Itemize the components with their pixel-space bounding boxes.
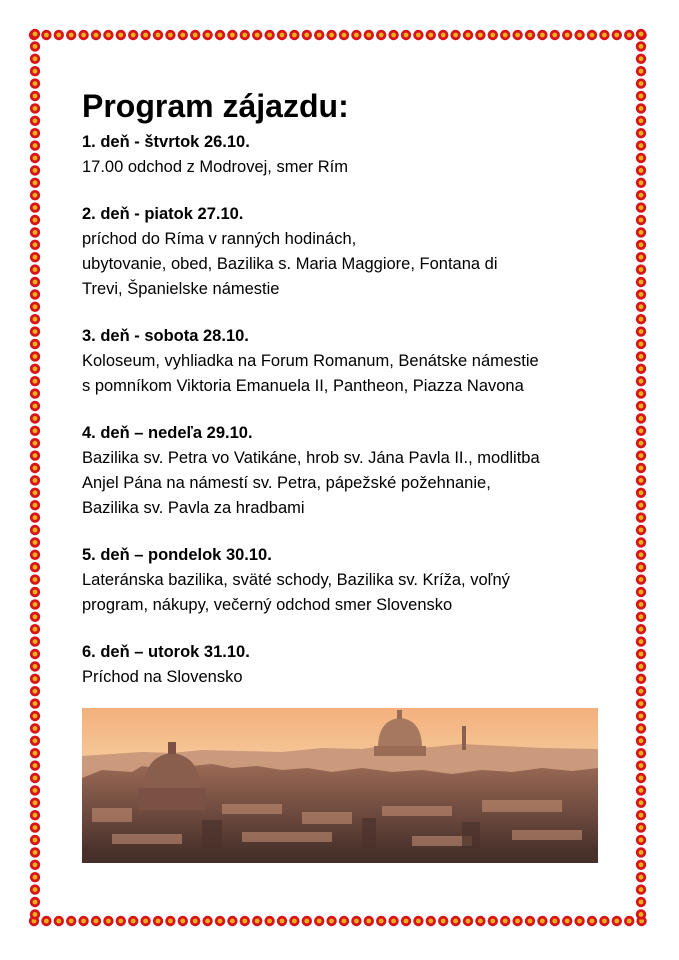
red-gold-flower-icon (30, 711, 40, 721)
red-gold-flower-icon (302, 916, 312, 926)
red-gold-flower-icon (30, 835, 40, 845)
day-line: Bazilika sv. Pavla za hradbami (82, 499, 305, 517)
red-gold-flower-icon (30, 550, 40, 560)
red-gold-flower-icon (426, 916, 436, 926)
day-line: Bazilika sv. Petra vo Vatikáne, hrob sv. Jána Pavla II., modlitba (82, 449, 540, 467)
red-gold-flower-icon (512, 30, 522, 40)
red-gold-flower-icon (30, 264, 40, 274)
red-gold-flower-icon (30, 736, 40, 746)
red-gold-flower-icon (636, 649, 646, 659)
red-gold-flower-icon (202, 916, 212, 926)
red-gold-flower-icon (636, 178, 646, 188)
red-gold-flower-icon (30, 413, 40, 423)
red-gold-flower-icon (165, 30, 175, 40)
red-gold-flower-icon (636, 54, 646, 64)
red-gold-flower-icon (438, 30, 448, 40)
red-gold-flower-icon (116, 916, 126, 926)
red-gold-flower-icon (636, 500, 646, 510)
red-gold-flower-icon (30, 54, 40, 64)
red-gold-flower-icon (599, 30, 609, 40)
red-gold-flower-icon (636, 128, 646, 138)
red-gold-flower-icon (30, 636, 40, 646)
red-gold-flower-icon (30, 277, 40, 287)
red-gold-flower-icon (636, 512, 646, 522)
red-gold-flower-icon (30, 897, 40, 907)
red-gold-flower-icon (30, 215, 40, 225)
red-gold-flower-icon (636, 339, 646, 349)
red-gold-flower-icon (30, 314, 40, 324)
red-gold-flower-icon (413, 916, 423, 926)
red-gold-flower-icon (599, 916, 609, 926)
red-gold-flower-icon (190, 916, 200, 926)
day-4 (82, 421, 612, 521)
red-gold-flower-icon (636, 488, 646, 498)
red-gold-flower-icon (30, 909, 40, 919)
red-gold-flower-icon (30, 847, 40, 857)
red-gold-flower-icon (636, 388, 646, 398)
red-gold-flower-icon (339, 30, 349, 40)
red-gold-flower-icon (636, 587, 646, 597)
red-gold-flower-icon (66, 30, 76, 40)
red-gold-flower-icon (289, 30, 299, 40)
red-gold-flower-icon (550, 916, 560, 926)
red-gold-flower-icon (364, 916, 374, 926)
red-gold-flower-icon (326, 916, 336, 926)
red-gold-flower-icon (30, 599, 40, 609)
red-gold-flower-icon (30, 289, 40, 299)
red-gold-flower-icon (103, 916, 113, 926)
red-gold-flower-icon (54, 916, 64, 926)
red-gold-flower-icon (413, 30, 423, 40)
red-gold-flower-icon (264, 30, 274, 40)
day-line: Trevi, Španielske námestie (82, 280, 280, 298)
red-gold-flower-icon (636, 736, 646, 746)
red-gold-flower-icon (30, 178, 40, 188)
red-gold-flower-icon (636, 525, 646, 535)
red-gold-flower-icon (30, 401, 40, 411)
red-gold-flower-icon (30, 674, 40, 684)
red-gold-flower-icon (202, 30, 212, 40)
red-gold-flower-icon (636, 78, 646, 88)
red-gold-flower-icon (215, 30, 225, 40)
red-gold-flower-icon (30, 773, 40, 783)
red-gold-flower-icon (30, 202, 40, 212)
red-gold-flower-icon (636, 810, 646, 820)
red-gold-flower-icon (30, 116, 40, 126)
red-gold-flower-icon (252, 30, 262, 40)
red-gold-flower-icon (30, 438, 40, 448)
red-gold-flower-icon (30, 748, 40, 758)
day-heading: 3. deň - sobota 28.10. (82, 327, 249, 345)
red-gold-flower-icon (30, 450, 40, 460)
red-gold-flower-icon (30, 190, 40, 200)
program-content (82, 86, 612, 696)
red-gold-flower-icon (636, 698, 646, 708)
red-gold-flower-icon (30, 698, 40, 708)
red-gold-flower-icon (30, 66, 40, 76)
red-gold-flower-icon (153, 916, 163, 926)
red-gold-flower-icon (636, 624, 646, 634)
red-gold-flower-icon (30, 785, 40, 795)
red-gold-flower-icon (636, 426, 646, 436)
red-gold-flower-icon (500, 916, 510, 926)
red-gold-flower-icon (636, 240, 646, 250)
red-gold-flower-icon (165, 916, 175, 926)
red-gold-flower-icon (140, 916, 150, 926)
red-gold-flower-icon (364, 30, 374, 40)
red-gold-flower-icon (636, 847, 646, 857)
red-gold-flower-icon (91, 916, 101, 926)
red-gold-flower-icon (636, 66, 646, 76)
red-gold-flower-icon (450, 916, 460, 926)
day-3 (82, 324, 612, 399)
red-gold-flower-icon (636, 41, 646, 51)
red-gold-flower-icon (636, 884, 646, 894)
day-line: s pomníkom Viktoria Emanuela II, Pantheon, Piazza Navona (82, 377, 524, 395)
red-gold-flower-icon (475, 30, 485, 40)
red-gold-flower-icon (587, 916, 597, 926)
red-gold-flower-icon (30, 537, 40, 547)
red-gold-flower-icon (30, 612, 40, 622)
rome-skyline-photo (82, 708, 598, 863)
red-gold-flower-icon (525, 916, 535, 926)
red-gold-flower-icon (91, 30, 101, 40)
red-gold-flower-icon (30, 351, 40, 361)
red-gold-flower-icon (562, 916, 572, 926)
day-1 (82, 130, 612, 180)
red-gold-flower-icon (463, 30, 473, 40)
red-gold-flower-icon (636, 636, 646, 646)
red-gold-flower-icon (636, 748, 646, 758)
red-gold-flower-icon (636, 302, 646, 312)
red-gold-flower-icon (153, 30, 163, 40)
top-border (28, 28, 648, 42)
red-gold-flower-icon (78, 30, 88, 40)
red-gold-flower-icon (636, 202, 646, 212)
day-line: Príchod na Slovensko (82, 668, 243, 686)
red-gold-flower-icon (128, 30, 138, 40)
red-gold-flower-icon (636, 264, 646, 274)
day-line: príchod do Ríma v ranných hodinách, (82, 230, 357, 248)
red-gold-flower-icon (30, 884, 40, 894)
red-gold-flower-icon (302, 30, 312, 40)
red-gold-flower-icon (587, 30, 597, 40)
red-gold-flower-icon (227, 30, 237, 40)
red-gold-flower-icon (426, 30, 436, 40)
day-heading: 6. deň – utorok 31.10. (82, 643, 250, 661)
red-gold-flower-icon (351, 916, 361, 926)
red-gold-flower-icon (636, 599, 646, 609)
red-gold-flower-icon (30, 500, 40, 510)
red-gold-flower-icon (30, 165, 40, 175)
red-gold-flower-icon (30, 240, 40, 250)
red-gold-flower-icon (30, 661, 40, 671)
red-gold-flower-icon (636, 686, 646, 696)
day-line: ubytovanie, obed, Bazilika s. Maria Maggiore, Fontana di (82, 255, 498, 273)
red-gold-flower-icon (636, 574, 646, 584)
right-border (634, 28, 648, 928)
red-gold-flower-icon (636, 29, 646, 39)
red-gold-flower-icon (636, 438, 646, 448)
red-gold-flower-icon (500, 30, 510, 40)
red-gold-flower-icon (190, 30, 200, 40)
red-gold-flower-icon (41, 30, 51, 40)
red-gold-flower-icon (30, 686, 40, 696)
red-gold-flower-icon (612, 30, 622, 40)
red-gold-flower-icon (612, 916, 622, 926)
red-gold-flower-icon (624, 916, 634, 926)
red-gold-flower-icon (30, 103, 40, 113)
red-gold-flower-icon (636, 475, 646, 485)
red-gold-flower-icon (574, 30, 584, 40)
red-gold-flower-icon (227, 916, 237, 926)
red-gold-flower-icon (264, 916, 274, 926)
day-6 (82, 640, 612, 690)
red-gold-flower-icon (388, 30, 398, 40)
red-gold-flower-icon (30, 326, 40, 336)
red-gold-flower-icon (78, 916, 88, 926)
red-gold-flower-icon (636, 872, 646, 882)
red-gold-flower-icon (488, 916, 498, 926)
red-gold-flower-icon (636, 463, 646, 473)
red-gold-flower-icon (30, 91, 40, 101)
red-gold-flower-icon (636, 562, 646, 572)
red-gold-flower-icon (30, 41, 40, 51)
red-gold-flower-icon (475, 916, 485, 926)
red-gold-flower-icon (636, 550, 646, 560)
red-gold-flower-icon (636, 760, 646, 770)
red-gold-flower-icon (314, 30, 324, 40)
red-gold-flower-icon (388, 916, 398, 926)
red-gold-flower-icon (30, 78, 40, 88)
red-gold-flower-icon (30, 488, 40, 498)
red-gold-flower-icon (512, 916, 522, 926)
red-gold-flower-icon (636, 450, 646, 460)
red-gold-flower-icon (326, 30, 336, 40)
red-gold-flower-icon (30, 426, 40, 436)
red-gold-flower-icon (636, 798, 646, 808)
red-gold-flower-icon (636, 289, 646, 299)
red-gold-flower-icon (30, 388, 40, 398)
red-gold-flower-icon (450, 30, 460, 40)
red-gold-flower-icon (636, 773, 646, 783)
red-gold-flower-icon (636, 674, 646, 684)
red-gold-flower-icon (30, 140, 40, 150)
red-gold-flower-icon (438, 916, 448, 926)
red-gold-flower-icon (636, 277, 646, 287)
red-gold-flower-icon (636, 153, 646, 163)
red-gold-flower-icon (636, 364, 646, 374)
red-gold-flower-icon (30, 872, 40, 882)
red-gold-flower-icon (30, 252, 40, 262)
red-gold-flower-icon (636, 897, 646, 907)
red-gold-flower-icon (636, 711, 646, 721)
red-gold-flower-icon (636, 326, 646, 336)
red-gold-flower-icon (30, 475, 40, 485)
red-gold-flower-icon (30, 302, 40, 312)
red-gold-flower-icon (636, 351, 646, 361)
red-gold-flower-icon (30, 29, 40, 39)
day-heading: 2. deň - piatok 27.10. (82, 205, 244, 223)
day-line: Anjel Pána na námestí sv. Petra, pápežské požehnanie, (82, 474, 491, 492)
red-gold-flower-icon (401, 30, 411, 40)
red-gold-flower-icon (30, 128, 40, 138)
red-gold-flower-icon (30, 463, 40, 473)
red-gold-flower-icon (376, 916, 386, 926)
red-gold-flower-icon (54, 30, 64, 40)
red-gold-flower-icon (30, 624, 40, 634)
red-gold-flower-icon (30, 376, 40, 386)
red-gold-flower-icon (116, 30, 126, 40)
red-gold-flower-icon (636, 612, 646, 622)
red-gold-flower-icon (636, 165, 646, 175)
day-line: Lateránska bazilika, sväté schody, Bazilika sv. Kríža, voľný (82, 571, 510, 589)
red-gold-flower-icon (537, 30, 547, 40)
red-gold-flower-icon (636, 661, 646, 671)
red-gold-flower-icon (30, 822, 40, 832)
red-gold-flower-icon (30, 860, 40, 870)
bottom-border (28, 914, 648, 928)
red-gold-flower-icon (636, 785, 646, 795)
red-gold-flower-icon (30, 810, 40, 820)
red-gold-flower-icon (30, 512, 40, 522)
red-gold-flower-icon (128, 916, 138, 926)
red-gold-flower-icon (562, 30, 572, 40)
day-5 (82, 543, 612, 618)
red-gold-flower-icon (339, 916, 349, 926)
page-title: Program zájazdu: (82, 88, 349, 124)
red-gold-flower-icon (624, 30, 634, 40)
red-gold-flower-icon (636, 91, 646, 101)
day-heading: 4. deň – nedeľa 29.10. (82, 424, 253, 442)
day-heading: 5. deň – pondelok 30.10. (82, 546, 272, 564)
red-gold-flower-icon (215, 916, 225, 926)
red-gold-flower-icon (30, 562, 40, 572)
red-gold-flower-icon (30, 339, 40, 349)
day-line: program, nákupy, večerný odchod smer Slovensko (82, 596, 453, 614)
red-gold-flower-icon (30, 723, 40, 733)
red-gold-flower-icon (178, 916, 188, 926)
red-gold-flower-icon (277, 916, 287, 926)
red-gold-flower-icon (550, 30, 560, 40)
red-gold-flower-icon (636, 822, 646, 832)
red-gold-flower-icon (636, 103, 646, 113)
red-gold-flower-icon (178, 30, 188, 40)
red-gold-flower-icon (30, 574, 40, 584)
red-gold-flower-icon (574, 916, 584, 926)
red-gold-flower-icon (277, 30, 287, 40)
red-gold-flower-icon (636, 537, 646, 547)
red-gold-flower-icon (30, 649, 40, 659)
red-gold-flower-icon (240, 30, 250, 40)
red-gold-flower-icon (30, 525, 40, 535)
red-gold-flower-icon (636, 190, 646, 200)
day-line: Koloseum, vyhliadka na Forum Romanum, Benátske námestie (82, 352, 539, 370)
day-heading: 1. deň - štvrtok 26.10. (82, 133, 250, 151)
red-gold-flower-icon (30, 227, 40, 237)
red-gold-flower-icon (30, 364, 40, 374)
red-gold-flower-icon (636, 116, 646, 126)
red-gold-flower-icon (636, 376, 646, 386)
red-gold-flower-icon (525, 30, 535, 40)
red-gold-flower-icon (636, 413, 646, 423)
red-gold-flower-icon (636, 401, 646, 411)
red-gold-flower-icon (30, 587, 40, 597)
red-gold-flower-icon (30, 153, 40, 163)
red-gold-flower-icon (636, 860, 646, 870)
red-gold-flower-icon (252, 916, 262, 926)
red-gold-flower-icon (30, 798, 40, 808)
red-gold-flower-icon (636, 314, 646, 324)
red-gold-flower-icon (351, 30, 361, 40)
left-border (28, 28, 42, 928)
red-gold-flower-icon (636, 909, 646, 919)
day-line: 17.00 odchod z Modrovej, smer Rím (82, 158, 348, 176)
red-gold-flower-icon (140, 30, 150, 40)
red-gold-flower-icon (636, 140, 646, 150)
red-gold-flower-icon (401, 916, 411, 926)
red-gold-flower-icon (463, 916, 473, 926)
red-gold-flower-icon (289, 916, 299, 926)
red-gold-flower-icon (636, 835, 646, 845)
red-gold-flower-icon (41, 916, 51, 926)
red-gold-flower-icon (103, 30, 113, 40)
red-gold-flower-icon (30, 760, 40, 770)
day-2 (82, 202, 612, 302)
red-gold-flower-icon (66, 916, 76, 926)
red-gold-flower-icon (240, 916, 250, 926)
red-gold-flower-icon (636, 215, 646, 225)
red-gold-flower-icon (636, 227, 646, 237)
red-gold-flower-icon (314, 916, 324, 926)
red-gold-flower-icon (488, 30, 498, 40)
red-gold-flower-icon (537, 916, 547, 926)
red-gold-flower-icon (376, 30, 386, 40)
red-gold-flower-icon (636, 252, 646, 262)
red-gold-flower-icon (636, 723, 646, 733)
